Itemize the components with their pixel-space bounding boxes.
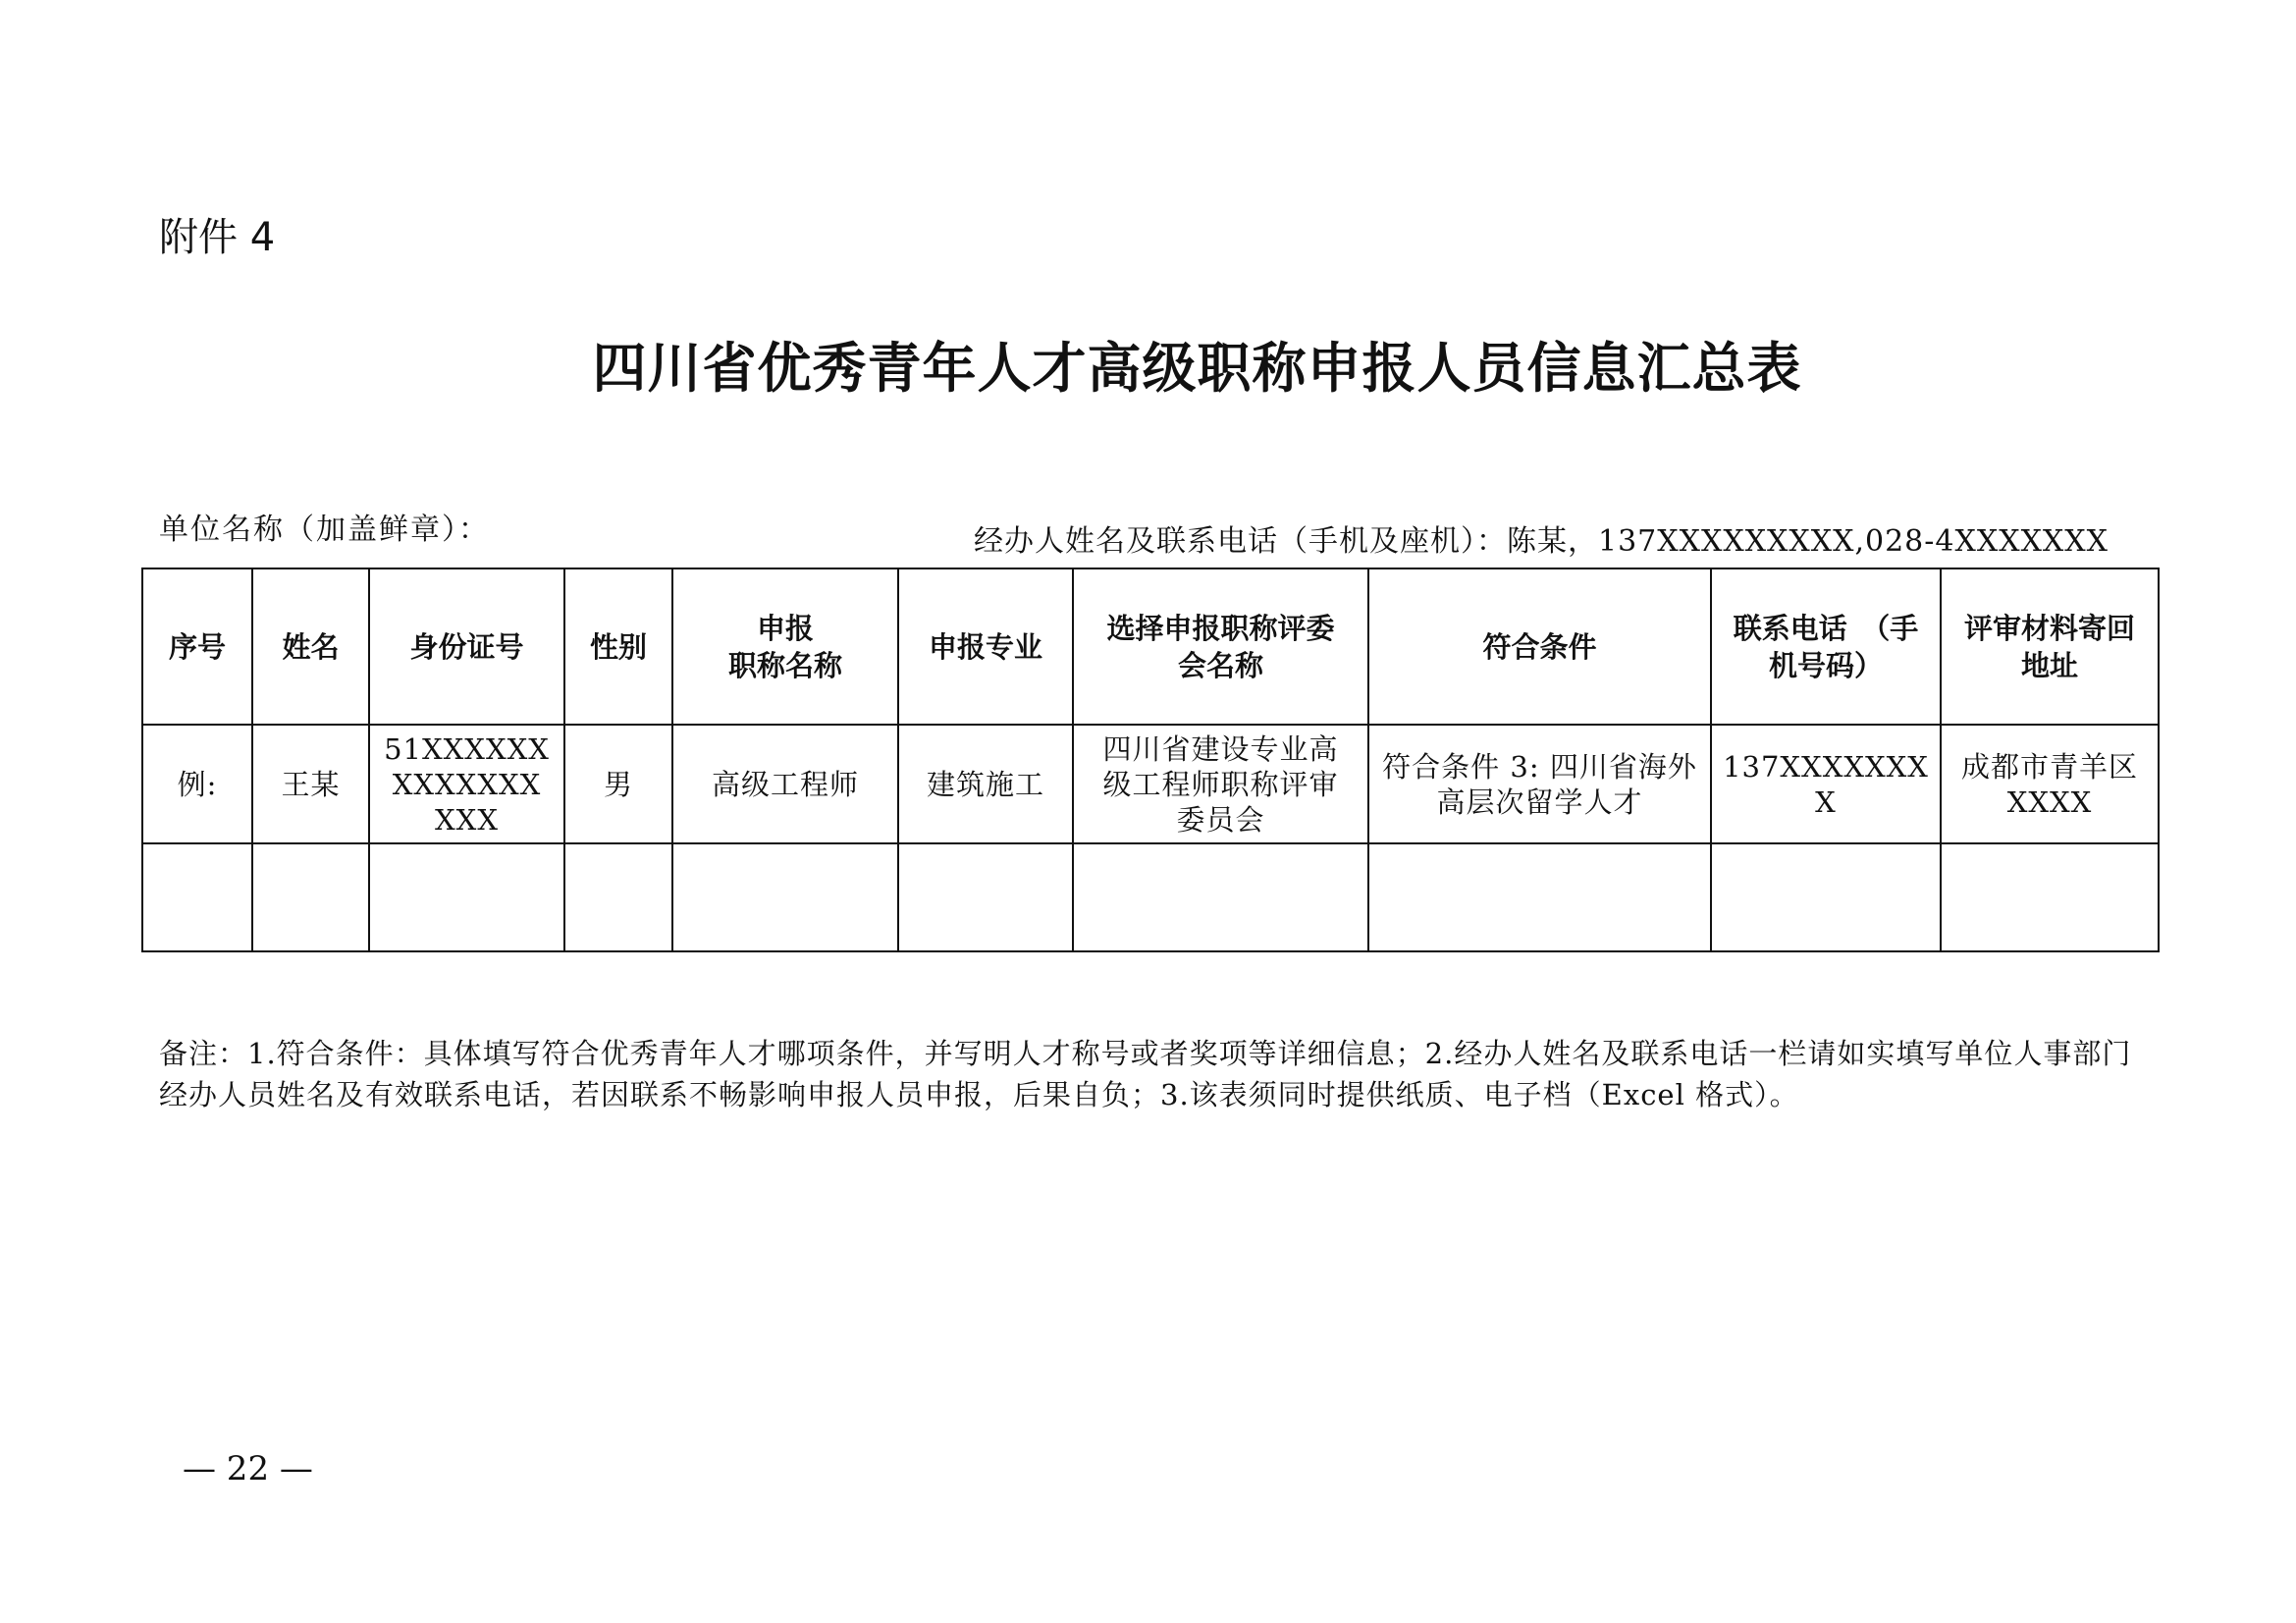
header-qualifying-condition <box>1368 568 1711 725</box>
header-line: 性别 <box>589 629 647 664</box>
blank-cell <box>1711 843 1941 951</box>
handler-contact-label: 经办人姓名及联系电话（手机及座机）：陈某，137XXXXXXXXX,028-4XXXXXXX <box>974 524 2109 559</box>
cell-serial-no <box>142 725 252 843</box>
header-line: 联系电话 （手 <box>1733 611 1919 645</box>
header-return-address <box>1941 568 2159 725</box>
header-review-committee <box>1073 568 1368 725</box>
cell-line: 成都市青羊区 <box>1960 749 2138 784</box>
cell-line: XXX <box>435 802 499 837</box>
cell-line: 王某 <box>281 767 341 801</box>
blank-cell <box>252 843 369 951</box>
header-title-name <box>672 568 898 725</box>
cell-line: 51XXXXXX <box>384 731 550 766</box>
header-line: 选择申报职称评委 <box>1106 611 1335 645</box>
table-row-example <box>142 725 2159 843</box>
header-line: 姓名 <box>282 629 340 664</box>
blank-cell <box>142 843 252 951</box>
header-line: 申报 <box>756 611 814 645</box>
cell-review-committee <box>1073 725 1368 843</box>
blank-cell <box>369 843 564 951</box>
blank-cell <box>1368 843 1711 951</box>
cell-name <box>252 725 369 843</box>
header-phone <box>1711 568 1941 725</box>
header-line: 地址 <box>2020 648 2078 682</box>
blank-cell <box>1073 843 1368 951</box>
blank-cell <box>1941 843 2159 951</box>
cell-line: 建筑施工 <box>926 767 1044 801</box>
cell-phone <box>1711 725 1941 843</box>
header-id-number <box>369 568 564 725</box>
header-line: 序号 <box>168 629 226 664</box>
cell-id-number <box>369 725 564 843</box>
cell-line: 高级工程师 <box>711 767 859 801</box>
cell-title-name <box>672 725 898 843</box>
page-number: — 22 — <box>183 1449 313 1488</box>
table-row-blank <box>142 843 2159 951</box>
header-name <box>252 568 369 725</box>
remarks-note: 备注：1.符合条件：具体填写符合优秀青年人才哪项条件，并写明人才称号或者奖项等详细信息；2.经办人姓名及联系电话一栏请如实填写单位人事部门经办人员姓名及有效联系电话，若因联系不畅影响申报人员申报，后果自负；3.该表须同时提供纸质、电子档（Excel 格式）。 <box>159 1037 2132 1111</box>
blank-cell <box>672 843 898 951</box>
blank-cell <box>898 843 1073 951</box>
cell-line: XXXX <box>2006 784 2093 819</box>
header-line: 申报专业 <box>928 629 1042 664</box>
header-gender <box>564 568 672 725</box>
cell-gender <box>564 725 672 843</box>
cell-line: 符合条件 3: 四川省海外 <box>1382 749 1697 784</box>
attachment-label: 附件 4 <box>159 215 276 260</box>
header-line: 会名称 <box>1177 648 1263 682</box>
cell-line: XXXXXXX <box>392 767 542 801</box>
table-header-row <box>142 568 2159 725</box>
cell-specialty <box>898 725 1073 843</box>
blank-cell <box>564 843 672 951</box>
cell-line: 四川省建设专业高 <box>1102 731 1339 766</box>
header-specialty <box>898 568 1073 725</box>
header-line: 身份证号 <box>409 629 524 664</box>
header-line: 职称名称 <box>727 648 842 682</box>
header-line: 符合条件 <box>1482 629 1597 664</box>
document-title: 四川省优秀青年人才高级职称申报人员信息汇总表 <box>592 336 1802 400</box>
unit-name-label: 单位名称（加盖鲜章）： <box>159 513 490 547</box>
header-line: 机号码） <box>1768 648 1883 682</box>
cell-line: 男 <box>603 767 633 801</box>
cell-line: X <box>1815 784 1837 819</box>
cell-line: 例: <box>177 767 218 801</box>
header-line: 评审材料寄回 <box>1963 611 2135 645</box>
header-serial-no <box>142 568 252 725</box>
cell-qualifying-condition <box>1368 725 1711 843</box>
cell-line: 级工程师职称评审 <box>1102 767 1339 801</box>
cell-line: 委员会 <box>1176 802 1265 837</box>
cell-return-address <box>1941 725 2159 843</box>
cell-line: 137XXXXXXX <box>1723 749 1929 784</box>
cell-line: 高层次留学人才 <box>1436 784 1643 819</box>
applicant-info-table <box>141 568 2160 952</box>
